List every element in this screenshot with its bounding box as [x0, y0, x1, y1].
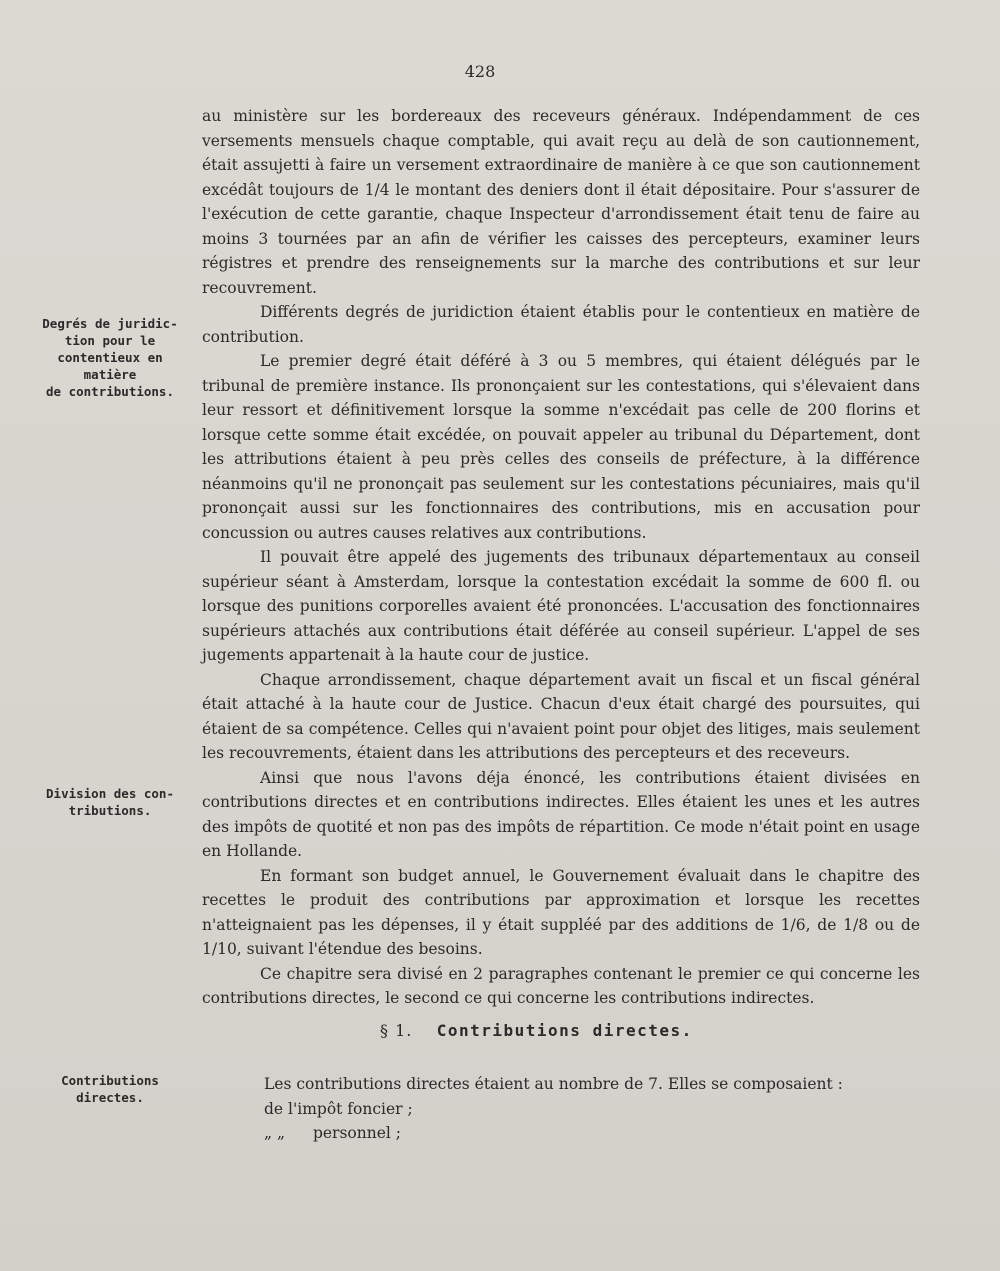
- list-items: [264, 1097, 904, 1146]
- paragraph: En formant son budget annuel, le Gouvernement évaluait dans le chapitre des recettes le produit des contributions par approximation et lorsque les recettes n'atteignaient pas les dépenses, il y était suppléé par des additions de 1/6, de 1/8 ou de 1/10, suivant l'étendue des besoins.: [202, 866, 920, 958]
- margin-note-contributions-directes: [30, 1072, 190, 1106]
- section-title: Contributions directes.: [436, 1021, 693, 1040]
- margin-note-line: Division des con-: [46, 786, 174, 801]
- list-item-text: personnel ;: [312, 1124, 401, 1142]
- ditto-marks: „ „: [264, 1124, 285, 1142]
- paragraph: Le premier degré était déféré à 3 ou 5 membres, qui étaient délégués par le tribunal de première instance. Ils prononçaient sur les contestations, qui s'élevaient dans leur ressort et définitivement lorsque la somme n'excédait pas celle de 200 florins et lorsque cette somme était excédée, on pouvait appeler au tribunal du Département, dont les attributions étaient à peu près celles des conseils de préfecture, à la différence néanmoins qu'il ne prononçait pas seulement sur les contestations pécuniaires, mais qu'il prononçait aussi sur les fonctionnaires des contributions, mis en accusation pour concussion ou autres causes relatives aux contributions.: [202, 352, 920, 542]
- margin-note-line: Degrés de juridic-: [42, 316, 178, 331]
- margin-note-line: contentieux en: [57, 350, 163, 365]
- list-item-text: de l'impôt foncier ;: [264, 1099, 413, 1118]
- margin-note-degres-de-juridiction: [30, 315, 190, 400]
- margin-note-line: matière: [83, 367, 137, 382]
- margin-note-line: tion pour le: [64, 333, 156, 348]
- paragraph: Ainsi que nous l'avons déja énoncé, les contributions étaient divisées en contributions directes et en contributions indirectes. Elles étaient les unes et les autres des impôts de quotité et non pas des impôts de répartition. Ce mode n'était point en usage en Hollande.: [202, 768, 920, 860]
- paragraph: Chaque arrondissement, chaque département avait un fiscal et un fiscal général était attaché à la haute cour de Justice. Chacun d'eux était chargé des poursuites, qui étaient de sa compétence. Celles qui n'avaient point pour objet des litiges, mais seulement les recouvrements, étaient dans les attributions des percepteurs et des receveurs.: [202, 670, 920, 762]
- body-text: [202, 104, 920, 1011]
- margin-note-line: directes.: [76, 1090, 144, 1105]
- contributions-list: [264, 1072, 904, 1146]
- list-intro: Les contributions directes étaient au nombre de 7. Elles se composaient :: [264, 1075, 843, 1093]
- paragraph: Ce chapitre sera divisé en 2 paragraphes contenant le premier ce qui concerne les contributions directes, le second ce qui concerne les contributions indirectes.: [202, 964, 920, 1007]
- list-item: [264, 1121, 904, 1146]
- list-item: [264, 1097, 904, 1122]
- margin-note-line: de contributions.: [46, 384, 174, 399]
- paragraph: au ministère sur les bordereaux des receveurs généraux. Indépendamment de ces versements mensuels chaque comptable, qui avait reçu au delà de son cautionnement, était assujetti à faire un versement extraordinaire de manière à ce que son cautionnement excédât toujours de 1/4 le montant des deniers dont il était dépositaire. Pour s'assurer de l'exécution de cette garantie, chaque Inspecteur d'arrondissement était tenu de faire au moins 3 tournées par an afin de vérifier les caisses des percepteurs, examiner leurs régistres et prendre des renseignements sur la marche des contributions et sur leur recouvrement.: [202, 107, 920, 297]
- margin-note-division-des-contributions: [30, 785, 190, 819]
- page-number: 428: [464, 62, 496, 81]
- paragraph: Il pouvait être appelé des jugements des tribunaux départementaux au conseil supérieur séant à Amsterdam, lorsque la contestation excédait la somme de 600 fl. ou lorsque des punitions corporelles avaient été prononcées. L'accusation des fonctionnaires supérieurs attachés aux contributions était déférée au conseil supérieur. L'appel de ses jugements appartenait à la haute cour de justice.: [202, 548, 920, 664]
- margin-note-line: Contributions: [61, 1073, 159, 1088]
- margin-note-line: tributions.: [68, 803, 152, 818]
- section-number: § 1.: [380, 1021, 413, 1040]
- paragraph: Différents degrés de juridiction étaient établis pour le contentieux en matière de contribution.: [202, 303, 920, 346]
- section-heading: [380, 1021, 760, 1040]
